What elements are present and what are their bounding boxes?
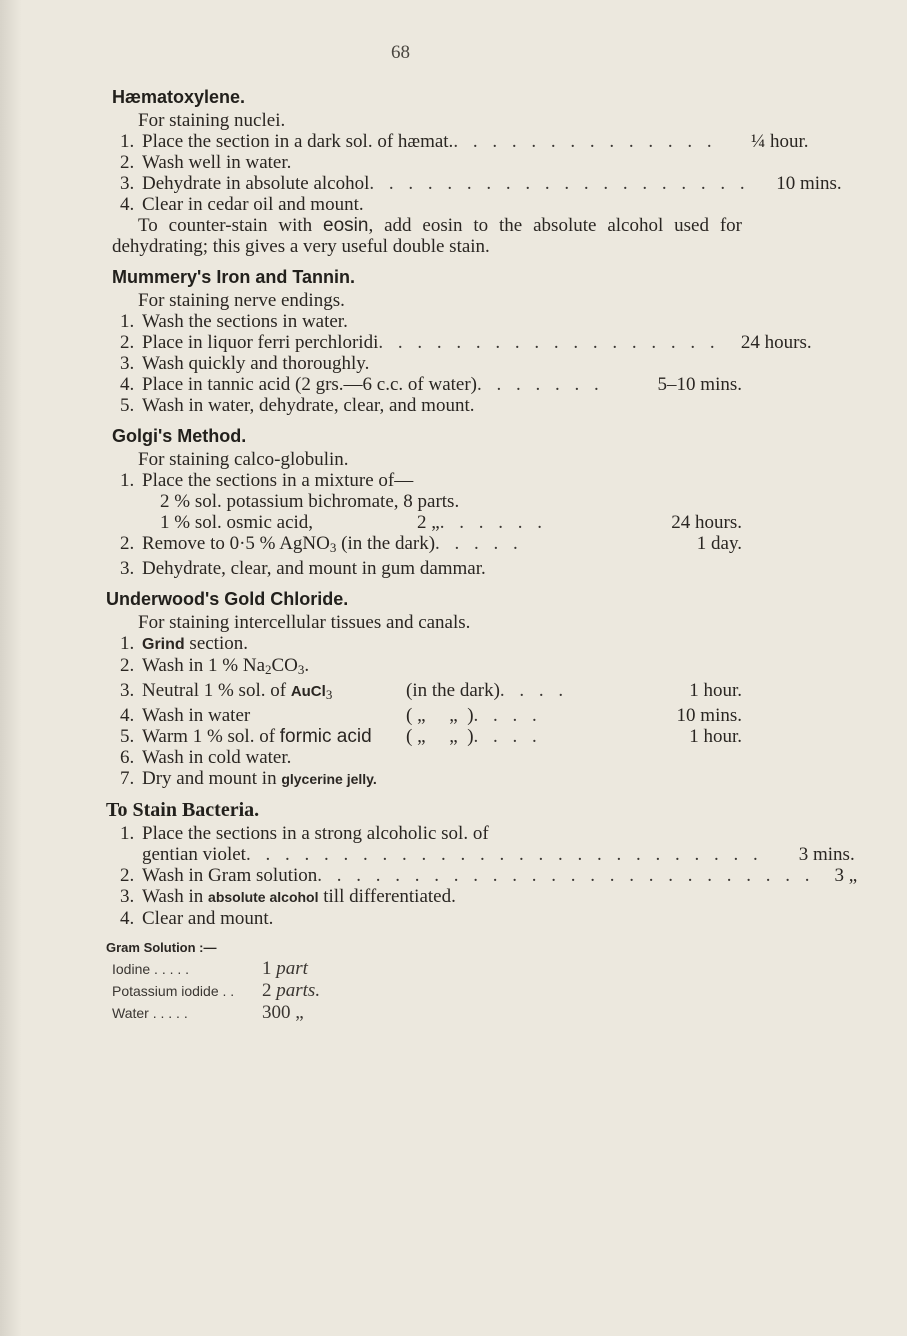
gram-row [112,958,742,980]
step-row [112,470,742,491]
section-title-golgi: Golgi's Method. [112,426,247,446]
step-row [112,705,742,726]
step-number: 1. [120,131,135,152]
step-row [112,173,842,194]
step-number: 2. [120,655,135,676]
step-time: ¼ hour. [751,131,809,152]
step-row [112,865,858,886]
step-row [112,194,742,215]
step-row [112,395,742,416]
absolute-alcohol: absolute alcohol [208,889,319,905]
gram-row [112,980,742,1002]
step-time: 3 „ [834,865,858,886]
step-number: 3. [120,558,135,579]
step-number: 5. [120,395,135,416]
step-time: 1 hour. [689,680,742,701]
step-row [112,886,742,908]
step-number: 4. [120,908,135,929]
counterstain-note [112,215,742,257]
step-number: 2. [120,152,135,173]
step-text [142,768,742,790]
step-number: 3. [120,353,135,374]
step-text-post: (in the dark) [336,533,436,554]
step-text [142,655,742,680]
step-row [112,680,742,705]
step-text [142,633,742,655]
step-number: 5. [120,726,135,747]
step-text-post: till differentiated. [318,886,456,907]
step-condition: (in the dark) [406,680,500,701]
amount-unit: „ [295,1002,304,1023]
step-row-continued [112,844,855,865]
step-text: Wash in water [142,705,251,726]
step-text-pre: Dry and mount in [142,768,282,789]
step-text [142,886,742,908]
ingredient-name: Potassium iodide . . [112,983,235,999]
step-condition: ( „ „ ) [406,726,474,747]
dot-leader: . . . . . . . . . . . . . . . . . . . . [369,173,750,194]
step-text: Wash in Gram solution [142,865,318,886]
step-text [142,726,406,747]
glycerine-jelly: glycerine jelly. [281,771,377,787]
dot-leader: . . . . [499,680,569,701]
step-text: Place in liquor ferri perchloridi [142,332,379,353]
step-number: 2. [120,533,135,554]
gram-row [112,1002,742,1024]
step-row [112,353,742,374]
step-number: 2. [120,332,135,353]
step-row [112,332,812,353]
step-number: 4. [120,705,135,726]
section-purpose: For staining calco-globulin. [138,449,349,470]
page-content [106,79,858,1024]
step-row [112,311,742,332]
step-text-post: . [304,655,310,676]
step-number: 2. [120,865,135,886]
dot-leader: . . . . . . [439,512,547,533]
section-purpose: For staining nerve endings. [138,290,345,311]
step-text: gentian violet [142,844,246,865]
amount-unit: parts. [276,980,321,1001]
subscript: 3 [297,662,305,677]
step-time: 24 hours. [671,512,742,533]
grind-word: Grind [142,636,185,653]
step-time: 1 day. [696,533,742,554]
step-number: 7. [120,768,135,789]
note-suffix: , add eosin to the absolute alcohol used for dehydrating; this gives a very useful double stain. [112,215,742,257]
gram-solution-title: Gram Solution :— [106,940,217,955]
step-row [112,633,742,655]
note-eosin: eosin [323,215,369,236]
step-time: 24 hours. [740,332,812,353]
amount-number: 1 [262,958,272,979]
step-text: Place the sections in a strong alcoholic sol. of [142,823,489,844]
amount-unit: part [276,958,308,979]
step-text: Clear in cedar oil and mount. [142,194,364,215]
ingredient-amount [262,958,308,980]
step-number: 4. [120,194,135,215]
step-number: 1. [120,633,135,654]
step-number: 4. [120,374,135,395]
section-title-underwood: Underwood's Gold Chloride. [106,589,349,609]
step-text: Wash well in water. [142,152,292,173]
step-row [112,655,742,680]
mixture-line: 2 % sol. potassium bichromate, 8 parts. [160,491,460,512]
step-row [112,726,742,747]
amount-number: 2 [262,980,272,1001]
step-text: Place in tannic acid (2 grs.—6 c.c. of water) [142,374,478,395]
step-text-pre: Wash in 1 % Na [142,655,265,676]
step-row [112,131,809,152]
step-text-pre: Neutral 1 % sol. of [142,680,291,701]
section-title-mummery: Mummery's Iron and Tannin. [112,267,355,287]
mixture-parts: 2 „ [417,512,440,533]
amount-number: 300 [262,1002,291,1023]
step-time: 5–10 mins. [657,374,742,395]
section-title-haematoxylene: Hæmatoxylene. [112,87,246,107]
step-row [112,374,742,395]
ingredient-amount [262,980,320,1002]
step-row [112,152,742,173]
step-text: Wash in cold water. [142,747,292,768]
dot-leader: . . . . . . . [477,374,604,395]
step-time: 1 hour. [689,726,742,747]
section-purpose: For staining nuclei. [138,110,286,131]
step-text-mid: CO [271,655,298,676]
step-text: Clear and mount. [142,908,274,929]
step-text-pre: Warm 1 % sol. of [142,726,280,747]
subscript: 2 [265,662,272,677]
step-number: 3. [120,886,135,907]
ingredient-name: Water . . . . . [112,1005,188,1021]
page-number: 68 [391,42,410,63]
step-text: Dehydrate, clear, and mount in gum dammar. [142,558,486,579]
mixture-text: 1 % sol. osmic acid, [160,512,314,533]
step-row [112,768,742,790]
step-text: Wash the sections in water. [142,311,348,332]
ingredient-name: Iodine . . . . . [112,961,190,977]
formic-acid: formic acid [279,726,372,747]
step-number: 1. [120,311,135,332]
step-text-pre: Remove to 0·5 % AgNO [142,533,330,554]
step-text: Wash in water, dehydrate, clear, and mount. [142,395,475,416]
subscript: 3 [325,687,333,702]
step-time: 3 mins. [798,844,855,865]
step-condition: ( „ „ ) [406,705,474,726]
dot-leader: . . . . . . . . . . . . . . . . . . . . . . . . . . [317,865,815,886]
dot-leader: . . . . [473,726,542,747]
step-row [112,533,742,558]
step-number: 1. [120,823,135,844]
step-time: 10 mins. [776,173,842,194]
section-title-bacteria: To Stain Bacteria. [106,799,260,821]
section-purpose: For staining intercellular tissues and canals. [138,612,471,633]
ingredient-amount [262,1002,304,1024]
dot-leader: . . . . . . . . . . . . . . . . . . . . . . . . . . . [245,844,763,865]
step-number: 3. [120,680,135,701]
step-time: 10 mins. [676,705,742,726]
dot-leader: . . . . [473,705,542,726]
step-text: Dehydrate in absolute alcohol [142,173,370,194]
note-prefix: To counter-stain with [138,215,324,236]
step-row [112,823,742,844]
step-text: Place the sections in a mixture of— [142,470,414,491]
step-text-rest: section. [184,633,248,654]
step-text [142,533,435,558]
step-row [112,558,742,579]
step-number: 6. [120,747,135,768]
step-text: Wash quickly and thoroughly. [142,353,370,374]
mixture-line [112,512,742,533]
step-number: 1. [120,470,135,491]
chemical: AuCl [290,683,326,700]
step-row [112,908,742,929]
subscript: 3 [329,540,337,555]
dot-leader: . . . . . . . . . . . . . . . . . . [378,332,720,353]
dot-leader: . . . . . [435,533,523,554]
step-text [142,680,406,705]
step-text-pre: Wash in [142,886,209,907]
step-number: 3. [120,173,135,194]
step-text: Place the section in a dark sol. of hæmat. [142,131,454,152]
step-row [112,747,742,768]
dot-leader: . . . . . . . . . . . . . . [453,131,717,152]
